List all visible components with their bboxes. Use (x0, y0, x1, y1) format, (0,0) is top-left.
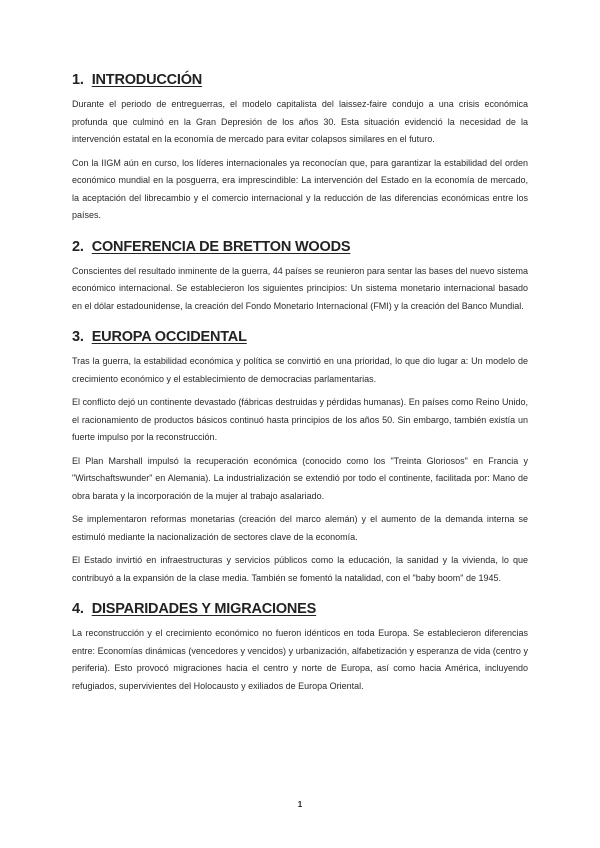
paragraph: El conflicto dejó un continente devastado (fábricas destruidas y pérdidas humanas). En países como Reino Unido, el racionamiento de productos básicos continuó hasta principios de los años 50. Sin embargo, también existía un fuerte impulso por la reconstrucción. (72, 397, 528, 442)
paragraph: El Estado invirtió en infraestructuras y servicios públicos como la educación, la sanidad y la vivienda, lo que contribuyó a la expansión de la clase media. También se fomentó la natalidad, con el "baby boom" de 1945. (72, 555, 528, 583)
section-heading (72, 72, 528, 88)
section-bretton-woods (72, 239, 528, 316)
section-heading (72, 329, 528, 345)
page-number: 1 (297, 800, 303, 809)
section-number: 1. (72, 72, 84, 88)
paragraph: Tras la guerra, la estabilidad económica y política se convirtió en una prioridad, lo que dio lugar a: Un modelo de crecimiento económico y el establecimiento de democracias parlamentarias. (72, 356, 528, 384)
section-title: CONFERENCIA DE BRETTON WOODS (91, 238, 351, 255)
section-heading (72, 601, 528, 617)
section-europa-occidental (72, 329, 528, 587)
section-number: 2. (72, 238, 84, 255)
paragraph: La reconstrucción y el crecimiento económico no fueron idénticos en toda Europa. Se establecieron diferencias entre: Economías dinámicas (vencedores y vencidos) y urbanización, alfabetización y esperanza de vida (centro y periferia). Esto provocó migraciones hacia el centro y norte de Europa, así como hacia América, incluyendo refugiados, supervivientes del Holocausto y exiliados de Europa Oriental. (72, 628, 528, 691)
paragraph: Con la IIGM aún en curso, los líderes internacionales ya reconocían que, para garantizar la estabilidad del orden económico mundial en la posguerra, era imprescindible: La intervención del Estado en la economía de mercado, la aceptación del librecambio y el comercio internacional y la reducción de las diferencias económicas entre los países. (72, 157, 528, 220)
paragraph: Se implementaron reformas monetarias (creación del marco alemán) y el aumento de la demanda interna se estimuló mediante la nacionalización de sectores clave de la economía. (72, 514, 528, 542)
section-number: 3. (72, 329, 84, 345)
paragraph: Durante el periodo de entreguerras, el modelo capitalista del laissez-faire condujo a una crisis económica profunda que culminó en la Gran Depresión de los años 30. Esta situación evidenció la necesidad de la intervención estatal en la economía de mercado para evitar colapsos similares en el futuro. (72, 99, 528, 144)
section-heading (72, 239, 528, 255)
section-number: 4. (72, 601, 84, 617)
section-disparidades (72, 601, 528, 695)
section-introduccion (72, 72, 528, 225)
paragraph: El Plan Marshall impulsó la recuperación económica (conocido como los "Treinta Gloriosos" en Francia y "Wirtschaftswunder" en Alemania). La industrialización se extendió por todo el continente, facilitada por: Mano de obra barata y la incorporación de la mujer al trabajo asalariado. (72, 455, 528, 501)
section-title: INTRODUCCIÓN (91, 72, 203, 88)
section-title: DISPARIDADES Y MIGRACIONES (91, 601, 317, 617)
paragraph: Conscientes del resultado inminente de la guerra, 44 países se reunieron para sentar las bases del nuevo sistema económico internacional. Se establecieron los siguientes principios: Un sistema monetario internacional basado en el dólar estadounidense, la creación del Fondo Monetario Internacional (FMI) y la creación del Banco Mundial. (72, 265, 528, 311)
section-title: EUROPA OCCIDENTAL (91, 329, 247, 345)
